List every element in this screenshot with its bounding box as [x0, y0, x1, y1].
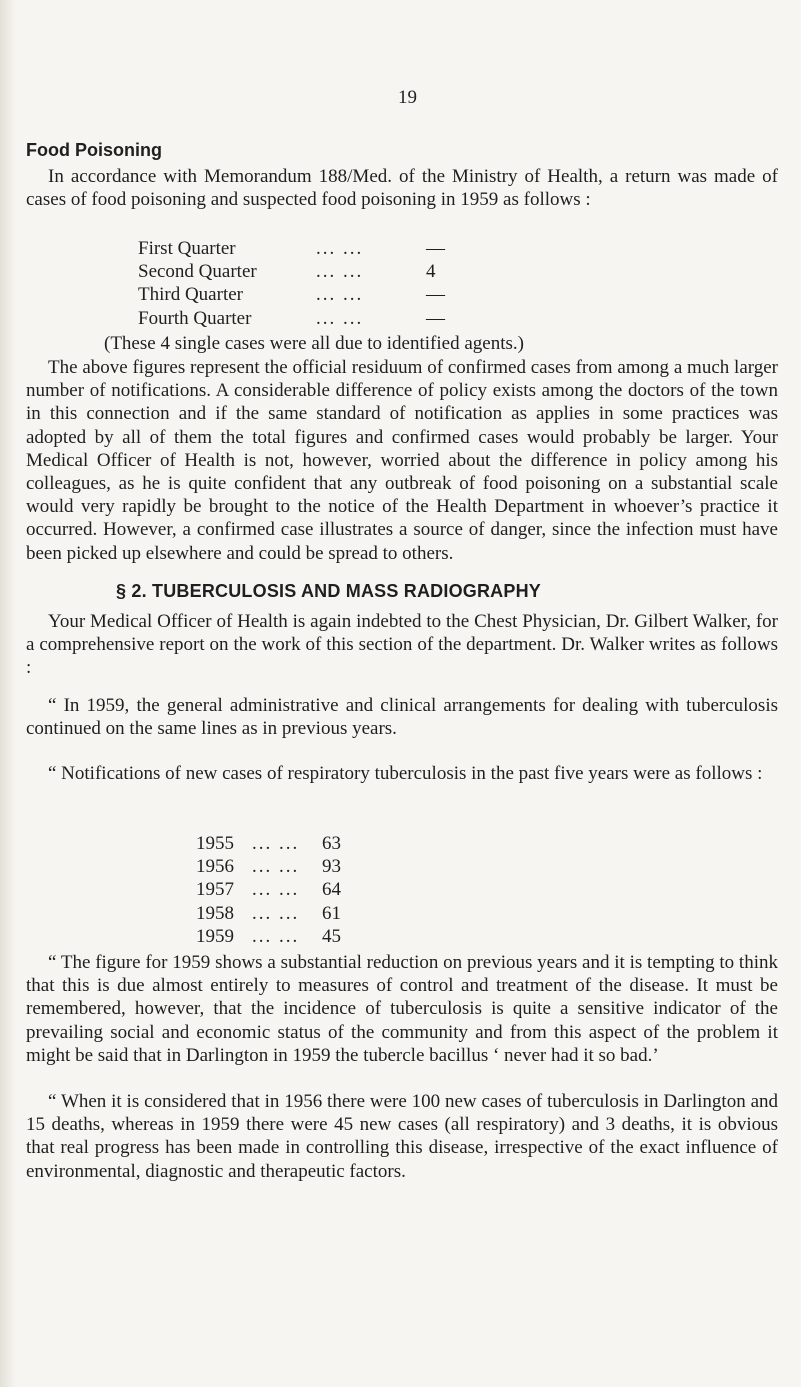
table-row: [196, 902, 362, 925]
food-poisoning-intro: In accordance with Memorandum 188/Med. of the Ministry of Health, a return was made of cases of food poisoning and suspected food poisoning in 1959 as follows :: [26, 166, 778, 211]
quarter-label: Second Quarter: [138, 261, 257, 283]
table-row: [138, 237, 466, 260]
leader-dots: ... ...: [252, 925, 300, 947]
year-cell: 1956: [196, 856, 234, 878]
year-cell: 1957: [196, 879, 234, 901]
progress-paragraph: “ When it is considered that in 1956 there were 100 new cases of tuberculosis in Darlington and 15 deaths, whereas in 1959 there were 45 new cases (all respiratory) and 3 deaths, it is obvious that real progress has been made in controlling this disease, irrespective of the exact influence of environmental, diagnostic and therapeutic factors.: [26, 1091, 778, 1182]
table-row: [196, 878, 362, 901]
table-row: [138, 307, 466, 330]
quarter-label: First Quarter: [138, 238, 236, 259]
page-edge-shadow: [0, 0, 16, 1387]
quarter-label: Fourth Quarter: [138, 307, 252, 329]
table-row: [138, 283, 466, 306]
cases-cell: 93: [322, 856, 341, 878]
leader-dots: ... ...: [252, 833, 300, 854]
leader-dots: ... ...: [316, 261, 364, 283]
cases-cell: 45: [322, 925, 341, 947]
table-row: [196, 832, 362, 855]
tuberculosis-arrangements: “ In 1959, the general administrative and clinical arrangements for dealing with tuberculosis continued on the same lines as in previous years.: [26, 695, 778, 740]
leader-dots: ... ...: [316, 307, 364, 329]
quarter-value: —: [426, 284, 445, 306]
food-poisoning-heading: Food Poisoning: [26, 140, 162, 160]
notifications-table: [196, 832, 362, 948]
tuberculosis-intro: Your Medical Officer of Health is again indebted to the Chest Physician, Dr. Gilbert Walker, for a comprehensive report on the work of this section of the department. Dr. Walker writes as follows :: [26, 611, 778, 679]
notifications-intro: “ Notifications of new cases of respiratory tuberculosis in the past five years were as follows :: [48, 763, 763, 784]
table-row: [196, 855, 362, 878]
cases-cell: 63: [322, 833, 341, 854]
leader-dots: ... ...: [316, 238, 364, 259]
table-row: [196, 925, 362, 948]
leader-dots: ... ...: [252, 879, 300, 901]
tuberculosis-section-heading: § 2. TUBERCULOSIS AND MASS RADIOGRAPHY: [116, 581, 541, 601]
reduction-paragraph: “ The figure for 1959 shows a substantial reduction on previous years and it is tempting to think that this is due almost entirely to measures of control and treatment of the disease. It must be remembered, however, that the incidence of tuberculosis is quite a sensitive indicator of the prevailing social and economic status of the community and from this aspect of the problem it might be said that in Darlington in 1959 the tubercle bacillus ‘ never had it so bad.’: [26, 952, 778, 1066]
quarter-label: Third Quarter: [138, 284, 243, 306]
food-poisoning-body: The above figures represent the official residuum of confirmed cases from among a much larger number of notifications. A considerable difference of policy exists among the doctors of the town in this connection and if the same standard of notification as applies in some practices was adopted by all of them the total figures and confirmed cases would probably be larger. Your Medical Officer of Health is not, however, worried about the difference in policy among his colleagues, as he is quite confident that any outbreak of food poisoning on a substantial scale would very rapidly be brought to the notice of the Health Department in whoever’s practice it occurred. However, a confirmed case illustrates a source of danger, since the infection must have been picked up elsewhere and could be spread to others.: [26, 357, 778, 564]
year-cell: 1955: [196, 833, 234, 854]
quarter-value: 4: [426, 261, 436, 283]
agents-note: (These 4 single cases were all due to identified agents.): [104, 333, 524, 354]
year-cell: 1958: [196, 902, 234, 924]
cases-cell: 64: [322, 879, 341, 901]
leader-dots: ... ...: [316, 284, 364, 306]
table-row: [138, 260, 466, 283]
quarter-table: [138, 237, 466, 330]
quarter-value: —: [426, 307, 445, 329]
leader-dots: ... ...: [252, 856, 300, 878]
page-number: 19: [398, 87, 417, 108]
leader-dots: ... ...: [252, 902, 300, 924]
quarter-value: —: [426, 238, 445, 259]
cases-cell: 61: [322, 902, 341, 924]
year-cell: 1959: [196, 925, 234, 947]
